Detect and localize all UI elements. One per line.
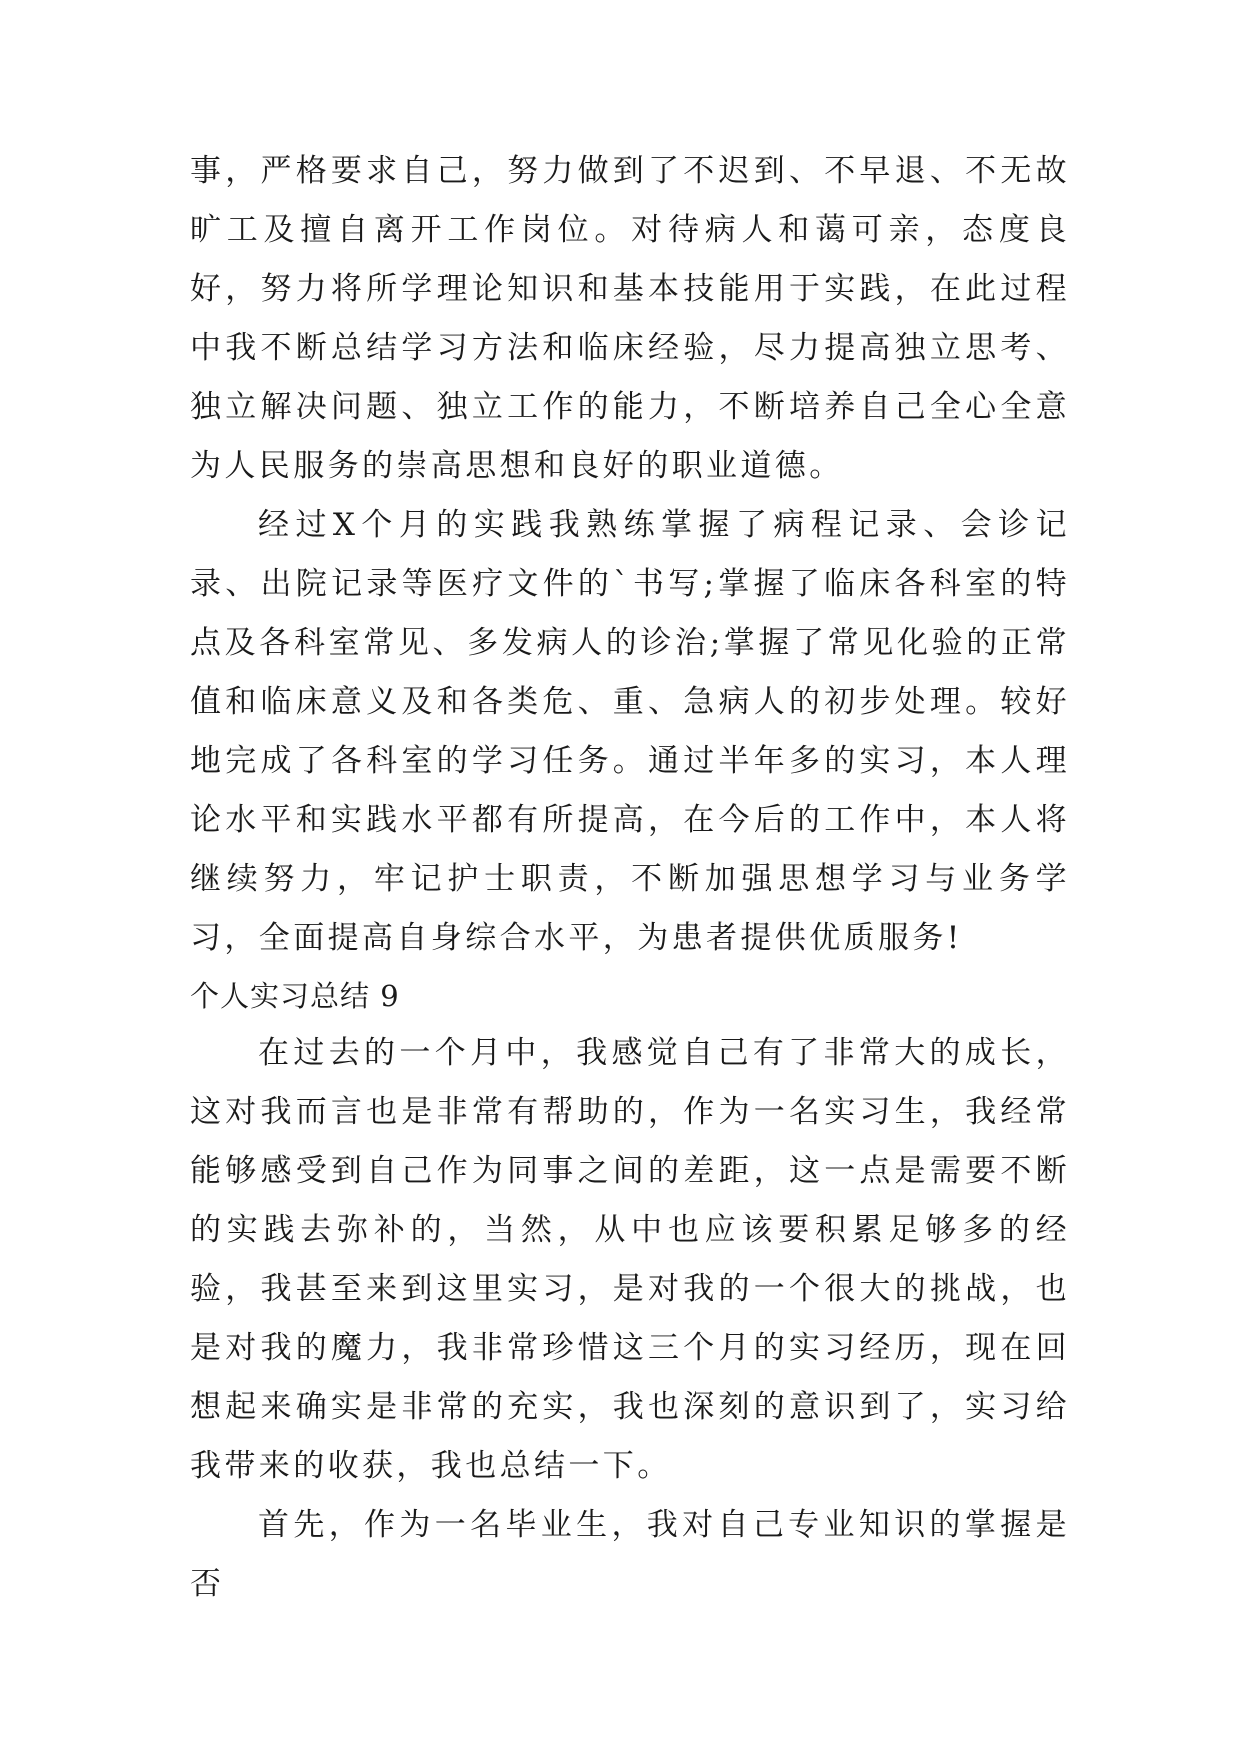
paragraph-practice-summary: 经过X个月的实践我熟练掌握了病程记录、会诊记录、出院记录等医疗文件的`书写;掌握了临床各科室的特点及各科室常见、多发病人的诊治;掌握了常见化验的正常值和临床意义及和各类危、重、急病人的初步处理。较好地完成了各科室的学习任务。通过半年多的实习，本人理论水平和实践水平都有所提高，在今后的工作中，本人将继续努力，牢记护士职责，不断加强思想学习与业务学习，全面提高自身综合水平，为患者提供优质服务!	[190, 507, 1070, 956]
paragraph-growth: 在过去的一个月中，我感觉自己有了非常大的成长，这对我而言也是非常有帮助的，作为一名实习生，我经常能够感受到自己作为同事之间的差距，这一点是需要不断的实践去弥补的，当然，从中也应该要积累足够多的经验，我甚至来到这里实习，是对我的一个很大的挑战，也是对我的魔力，我非常珍惜这三个月的实习经历，现在回想起来确实是非常的充实，我也深刻的意识到了，实习给我带来的收获，我也总结一下。	[190, 1035, 1070, 1484]
section-title: 个人实习总结 9	[190, 979, 400, 1013]
document-body	[190, 142, 1070, 1614]
paragraph-continued: 事，严格要求自己，努力做到了不迟到、不早退、不无故旷工及擅自离开工作岗位。对待病人和蔼可亲，态度良好，努力将所学理论知识和基本技能用于实践，在此过程中我不断总结学习方法和临床经验，尽力提高独立思考、独立解决问题、独立工作的能力，不断培养自己全心全意为人民服务的崇高思想和良好的职业道德。	[190, 153, 1070, 484]
paragraph-first: 首先，作为一名毕业生，我对自己专业知识的掌握是否	[190, 1507, 1070, 1602]
